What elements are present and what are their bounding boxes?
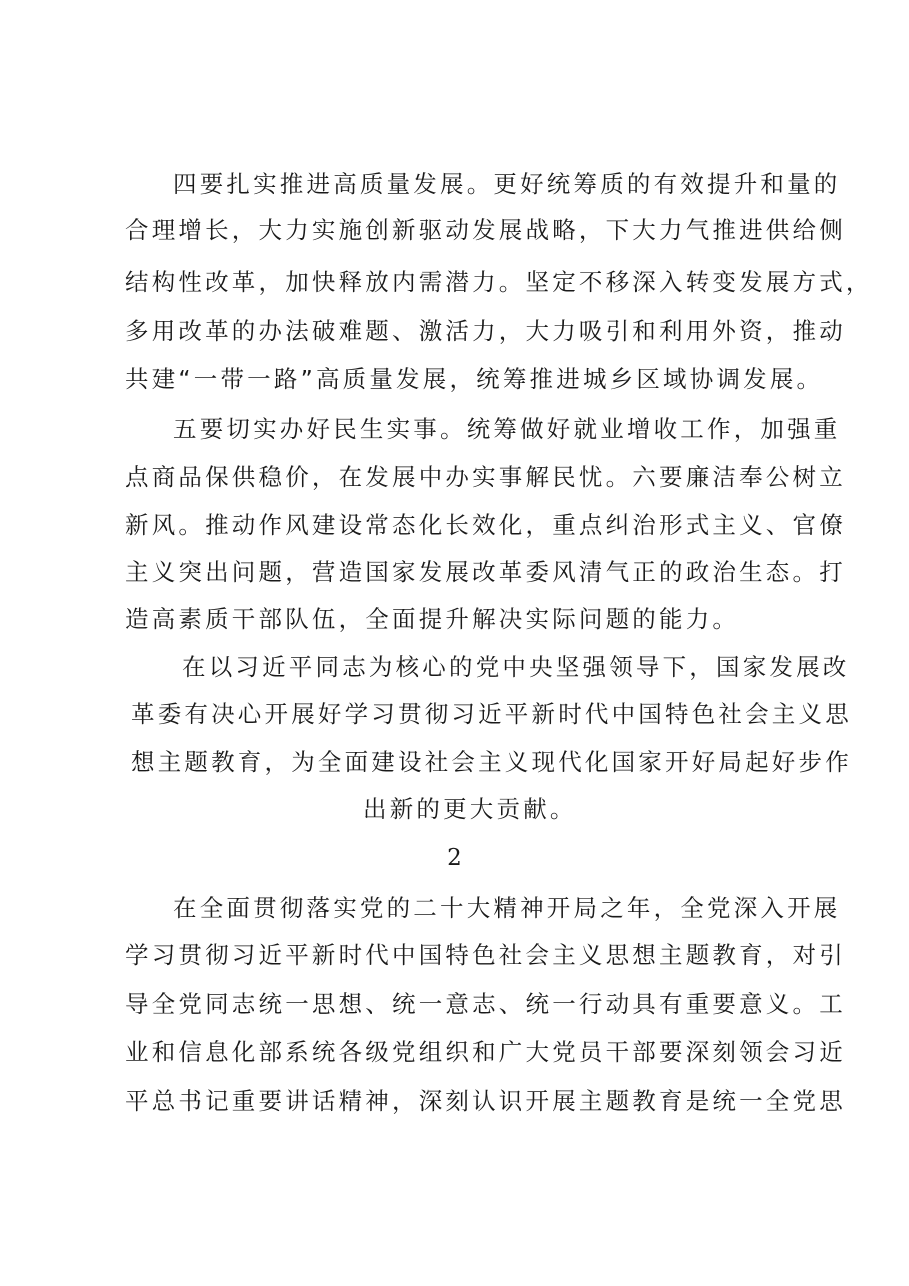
paragraph-4-line-2: 合理增长，大力实施创新驱动发展战略，下大力气推进供给侧: [125, 216, 846, 244]
closing-paragraph-line-1: 在以习近平同志为核心的党中央坚强领导下，国家发展改: [182, 653, 850, 681]
closing-paragraph-line-2: 革委有决心开展好学习贯彻习近平新时代中国特色社会主义思: [131, 700, 852, 728]
paragraph-4-line-4: 多用改革的办法破难题、激活力，大力吸引和利用外资，推动: [125, 317, 846, 345]
paragraph-5-line-5: 造高素质干部队伍，全面提升解决实际问题的能力。: [125, 605, 740, 633]
paragraph-4-line-1: 四要扎实推进高质量发展。更好统筹质的有效提升和量的: [173, 170, 841, 198]
paragraph-4-line-3: 结构性改革，加快释放内需潜力。坚定不移深入转变发展方式，: [125, 268, 873, 296]
paragraph-5-line-2: 点商品保供稳价，在发展中办实事解民忧。六要廉洁奉公树立: [125, 463, 846, 491]
paragraph-5-line-1: 五要切实办好民生实事。统筹做好就业增收工作，加强重: [173, 415, 841, 443]
paragraph-4-line-5: 共建“一带一路”高质量发展，统筹推进城乡区域协调发展。: [125, 365, 824, 393]
closing-paragraph-line-3: 想主题教育，为全面建设社会主义现代化国家开好局起好步作: [131, 748, 852, 776]
next-paragraph-line-4: 业和信息化部系统各级党组织和广大党员干部要深刻领会习近: [125, 1038, 846, 1066]
paragraph-5-line-3: 新风。推动作风建设常态化长效化，重点纠治形式主义、官僚: [125, 511, 846, 539]
next-paragraph-line-5: 平总书记重要讲话精神，深刻认识开展主题教育是统一全党思: [125, 1087, 846, 1115]
closing-paragraph-line-4: 出新的更大贡献。: [363, 795, 577, 823]
next-paragraph-line-3: 导全党同志统一思想、统一意志、统一行动具有重要意义。工: [125, 990, 846, 1018]
next-paragraph-line-2: 学习贯彻习近平新时代中国特色社会主义思想主题教育，对引: [125, 941, 846, 969]
page-number: 2: [447, 845, 462, 871]
next-paragraph-line-1: 在全面贯彻落实党的二十大精神开局之年，全党深入开展: [173, 894, 841, 922]
paragraph-5-line-4: 主义突出问题，营造国家发展改革委风清气正的政治生态。打: [125, 558, 846, 586]
